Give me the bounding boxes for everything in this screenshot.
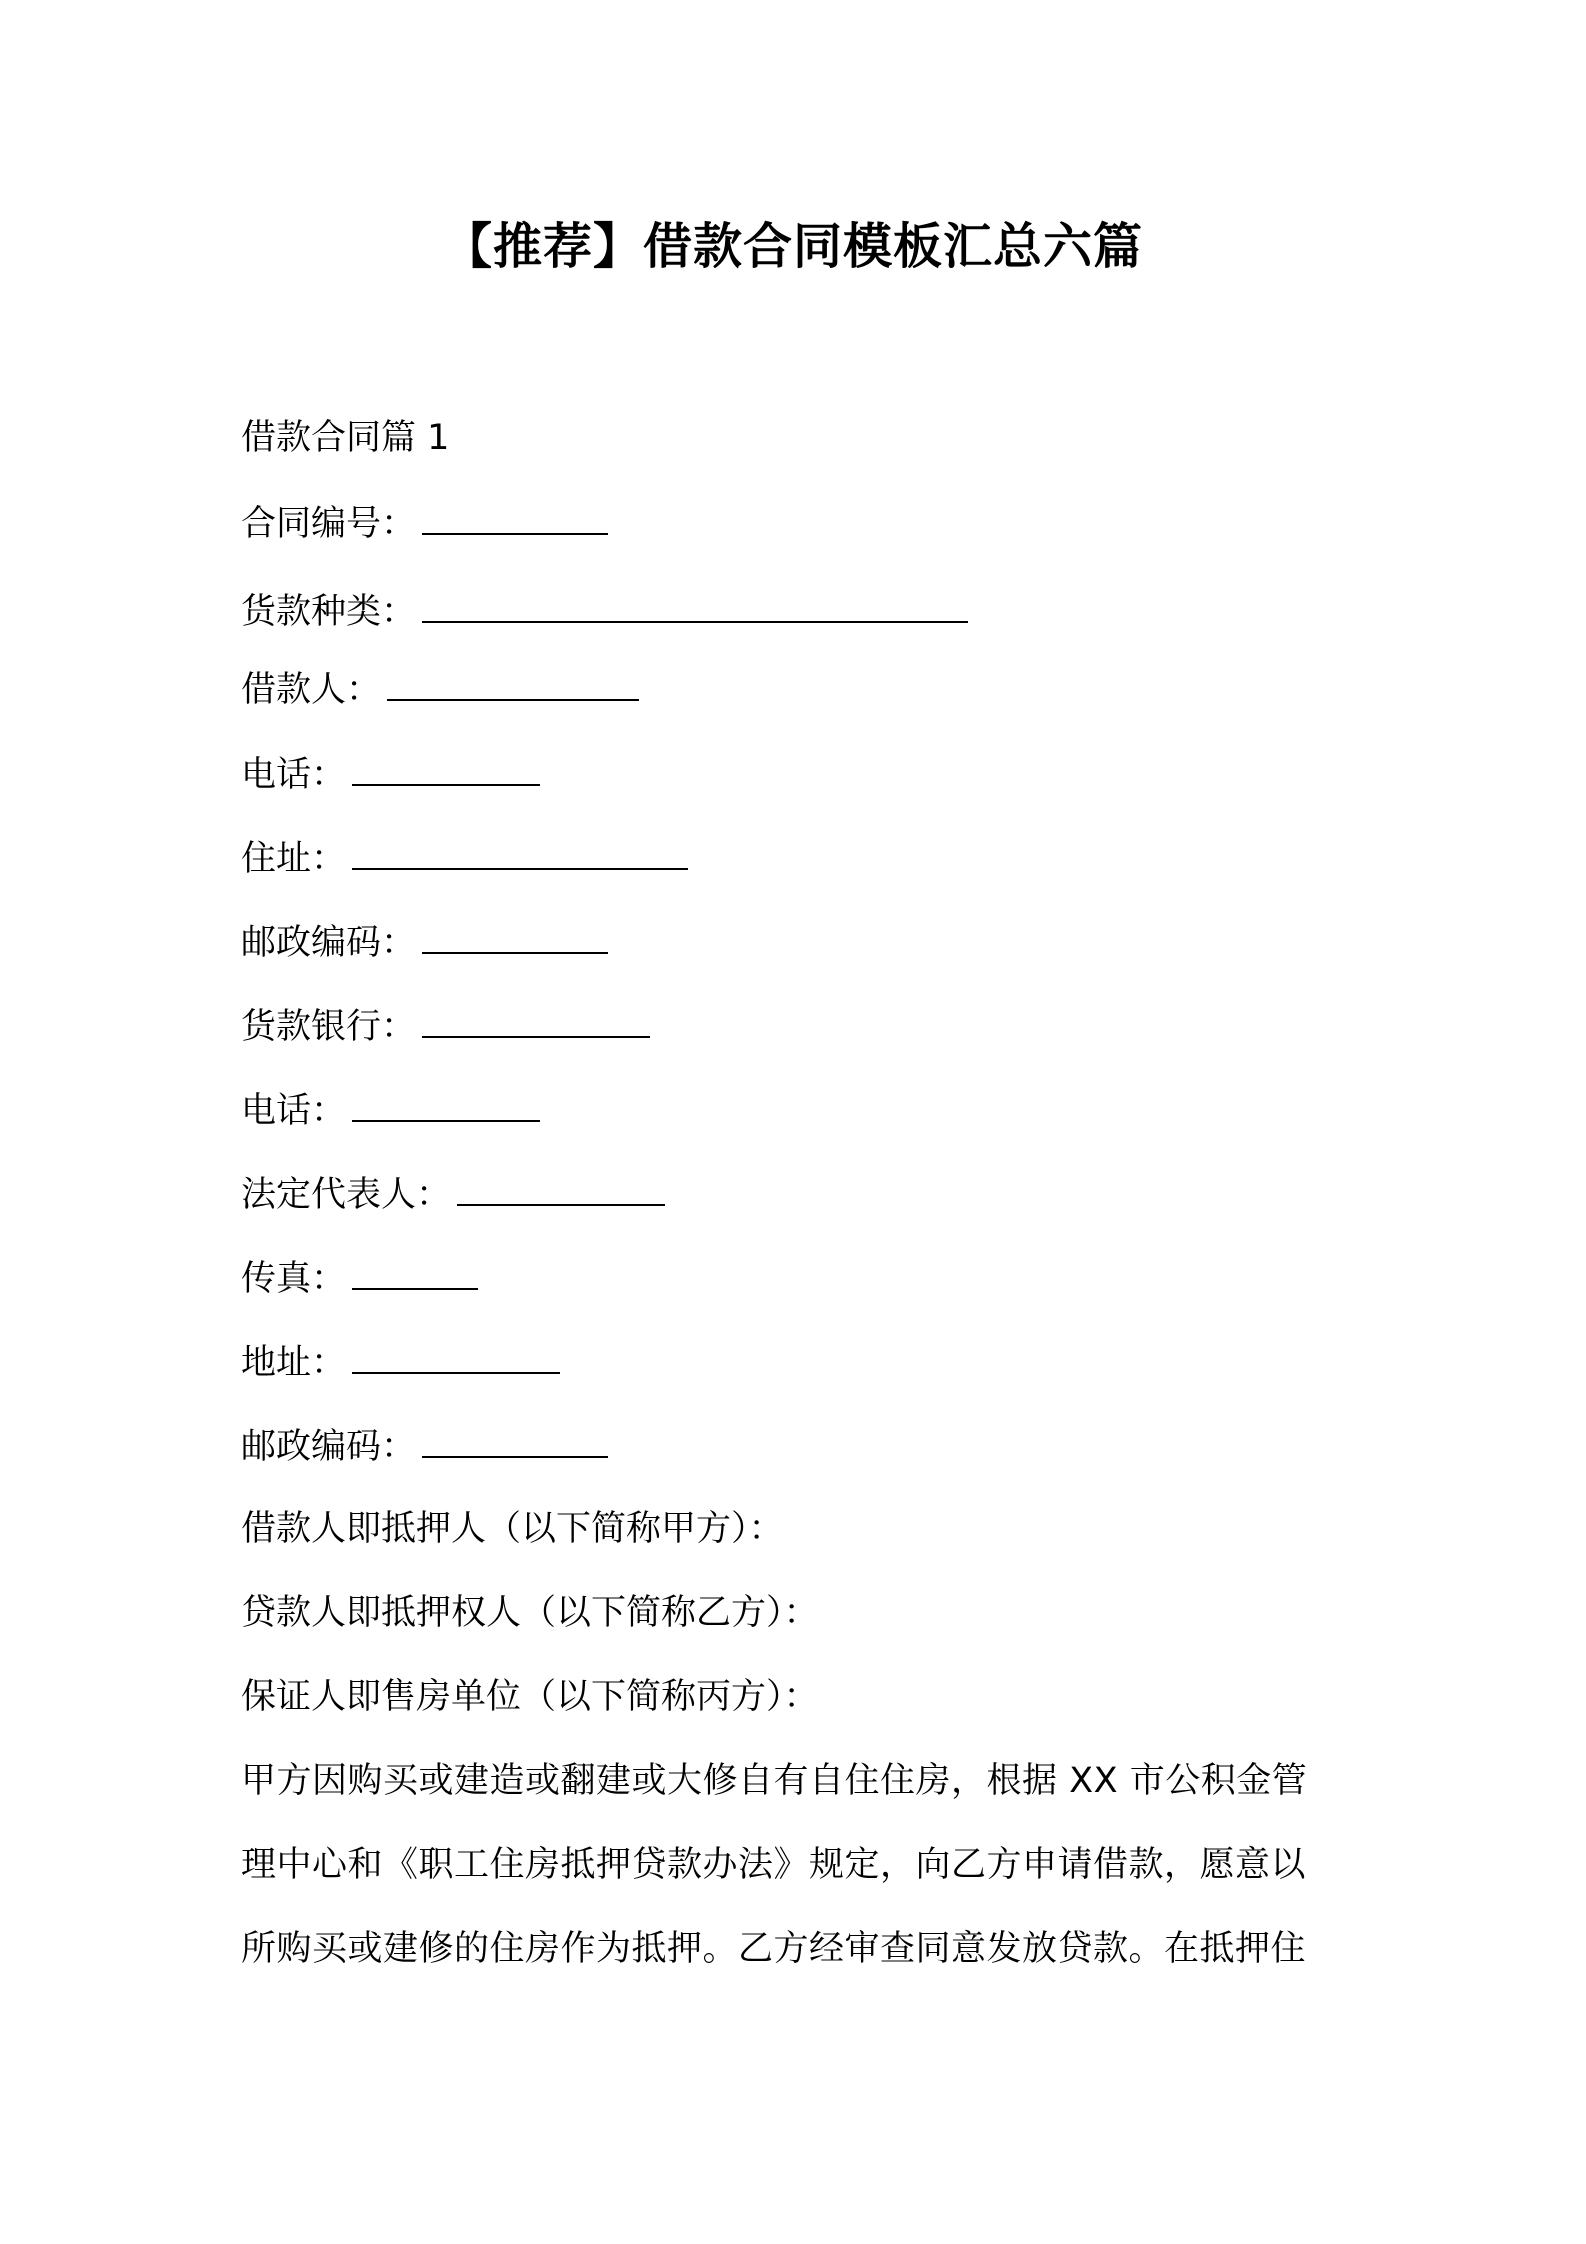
field-bank-postal-code <box>241 1420 608 1472</box>
field-label: 传真： <box>241 1259 347 1299</box>
blank-line <box>387 663 639 701</box>
field-residence <box>241 832 688 884</box>
field-postal-code <box>241 916 608 968</box>
party-lender: 贷款人即抵押权人（以下简称乙方）： <box>241 1593 819 1633</box>
section-heading: 借款合同篇 1 <box>241 418 450 458</box>
field-fax <box>241 1252 478 1304</box>
blank-line <box>352 1084 540 1122</box>
field-label: 邮政编码： <box>241 1427 417 1467</box>
blank-line <box>422 916 608 954</box>
blank-line <box>352 832 688 870</box>
paragraph-line: 所购买或建修的住房作为抵押。乙方经审查同意发放贷款。在抵押住 <box>241 1929 1307 1969</box>
blank-line <box>422 1000 650 1038</box>
paragraph-line: 甲方因购买或建造或翻建或大修自有自住住房，根据 XX 市公积金管 <box>241 1761 1308 1801</box>
field-label: 地址： <box>241 1343 347 1383</box>
field-address <box>241 1336 560 1388</box>
field-label: 电话： <box>241 1091 347 1131</box>
document-title: 【推荐】借款合同模板汇总六篇 <box>442 218 1143 275</box>
field-label: 货款银行： <box>241 1007 417 1047</box>
field-borrower <box>241 663 639 715</box>
field-legal-representative <box>241 1168 665 1220</box>
blank-line <box>352 1252 478 1290</box>
field-label: 电话： <box>241 755 347 795</box>
field-contract-number <box>241 497 608 549</box>
field-label: 住址： <box>241 839 347 879</box>
field-label: 法定代表人： <box>241 1175 452 1215</box>
blank-line <box>422 1420 608 1458</box>
party-guarantor: 保证人即售房单位（以下简称丙方）： <box>241 1677 819 1717</box>
field-bank-phone <box>241 1084 540 1136</box>
field-label: 货款种类： <box>241 592 417 632</box>
blank-line <box>422 497 608 535</box>
paragraph-line: 理中心和《职工住房抵押贷款办法》规定，向乙方申请借款，愿意以 <box>241 1845 1307 1885</box>
blank-line <box>422 585 968 623</box>
field-loan-type <box>241 585 968 637</box>
field-label: 合同编号： <box>241 504 417 544</box>
field-phone <box>241 748 540 800</box>
field-lending-bank <box>241 1000 650 1052</box>
field-label: 借款人： <box>241 670 382 710</box>
blank-line <box>457 1168 665 1206</box>
field-label: 邮政编码： <box>241 923 417 963</box>
party-borrower: 借款人即抵押人（以下简称甲方）： <box>241 1509 784 1549</box>
blank-line <box>352 1336 560 1374</box>
blank-line <box>352 748 540 786</box>
